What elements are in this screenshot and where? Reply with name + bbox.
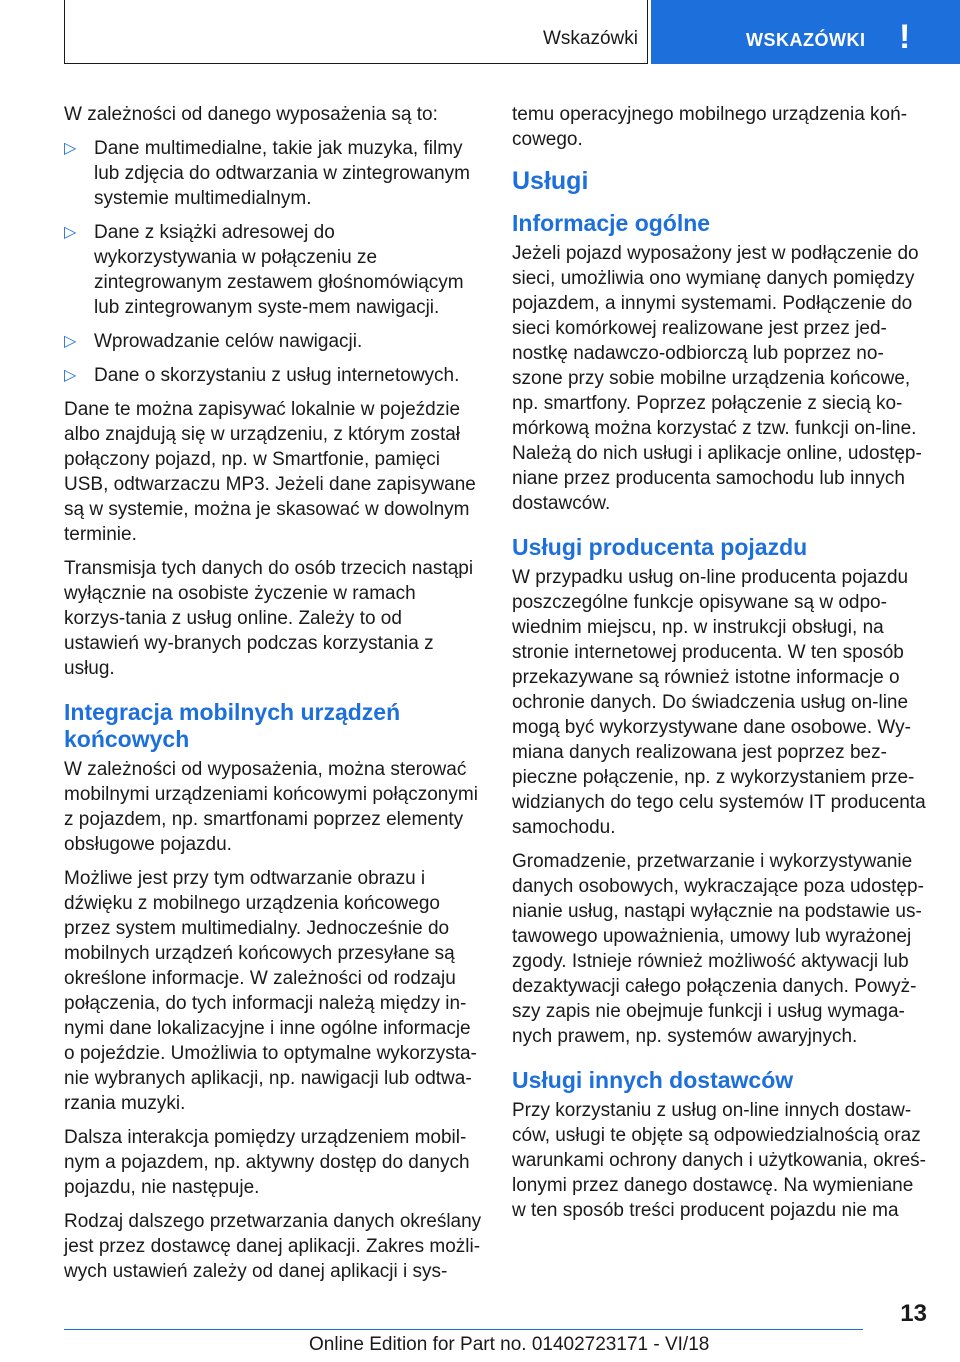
list-item-text: Dane z książki adresowej do wykorzystywania w połączeniu ze zintegrowanym zestawem głośnomówiącym lub zintegrowanym syste-mem nawigacji. (94, 222, 464, 318)
list-item (64, 329, 482, 354)
paragraph: temu operacyjnego mobilnego urządzenia koń-cowego. (512, 104, 908, 150)
list-item-text: Wprowadzanie celów nawigacji. (94, 331, 363, 352)
left-column (64, 102, 482, 1293)
footer-edition: Online Edition for Part no. 01402723171 - VI/18 (309, 1334, 710, 1355)
exclamation-icon: ! (899, 18, 911, 56)
paragraph: Transmisja tych danych do osób trzecich nastąpi wyłącznie na osobiste życzenie w ramach korzys-tania z usług online. Zależy to od ustawień wy-branych podczas korzystania z usług. (64, 558, 474, 679)
page-number: 13 (900, 1300, 927, 1327)
paragraph: W zależności od danego wyposażenia są to: (64, 104, 438, 125)
paragraph: W przypadku usług on-line producenta pojazdu poszczególne funkcje opisywane są w odpo-wiednim miejscu, np. w instrukcji obsługi, na stronie internetowej producenta. W ten sposób przekazywane są również istotne informacje o ochronie danych. Do świadczenia usług on-line mogą być wykorzystywane dane osobowe. Wy-miana danych realizowana jest poprzez bez-pieczne połączenie, np. z wykorzystaniem prze-widzianych do tego celu systemów IT producenta samochodu. (512, 567, 926, 838)
paragraph: Dalsza interakcja pomiędzy urządzeniem mobil-nym a pojazdem, np. aktywny dostęp do danych pojazdu, nie następuje. (64, 1127, 470, 1198)
paragraph: Przy korzystaniu z usług on-line innych dostaw-ców, usługi te objęte są odpowiedzialnością oraz warunkami ochrony danych i użytkowania, okreś-lonymi przez danego dostawcę. Na wymieniane w ten sposób treści producent pojazdu nie ma (512, 1100, 926, 1221)
paragraph: W zależności od wyposażenia, można sterować mobilnymi urządzeniami końcowymi połączonymi z pojazdem, np. smartfonami poprzez elementy obsługowe pojazdu. (64, 759, 478, 855)
chapter-tab (651, 0, 960, 64)
triangle-bullet-icon: ▷ (64, 367, 77, 384)
list-item (64, 136, 482, 211)
list-item (64, 363, 482, 388)
section-heading: Usługi producenta pojazdu (512, 534, 808, 560)
triangle-bullet-icon: ▷ (64, 224, 77, 241)
chapter-heading: Usługi (512, 167, 589, 195)
list-item-text: Dane multimedialne, takie jak muzyka, filmy lub zdjęcia do odtwarzania w zintegrowanym systemie multimedialnym. (94, 138, 470, 209)
right-column (512, 102, 930, 1232)
section-heading: Informacje ogólne (512, 210, 711, 236)
paragraph: Dane te można zapisywać lokalnie w pojeździe albo znajdują się w urządzeniu, z którym został połączony pojazd, np. w Smartfonie, pamięci USB, odtwarzaczu MP3. Jeżeli dane zapisywane są w systemie, można je skasować w dowolnym terminie. (64, 399, 476, 545)
chapter-tab-label: WSKAZÓWKI (746, 30, 866, 50)
paragraph: Rodzaj dalszego przetwarzania danych określany jest przez dostawcę danej aplikacji. Zakres możli-wych ustawień zależy od danej aplikacji i sys- (64, 1211, 482, 1282)
triangle-bullet-icon: ▷ (64, 140, 77, 157)
paragraph: Jeżeli pojazd wyposażony jest w podłączenie do sieci, umożliwia ono wymianę danych pomiędzy pojazdem, a innymi systemami. Podłączenie do sieci komórkowej realizowane jest przez jed-nostkę nadawczo-odbiorczą lub poprzez no-szone przy sobie mobilne urządzenia końcowe, np. smartfony. Poprzez połączenie z siecią ko-mórkową można korzystać z tzw. funkcji on-line. Należą do nich usługi i aplikacje online, udostęp-niane przez producenta samochodu lub innych dostawców. (512, 243, 922, 514)
list-item (64, 220, 482, 320)
triangle-bullet-icon: ▷ (64, 333, 77, 350)
footer-divider (64, 1329, 863, 1330)
list-item-text: Dane o skorzystaniu z usług internetowych. (94, 365, 460, 386)
section-heading: Usługi innych dostawców (512, 1067, 794, 1093)
paragraph: Możliwe jest przy tym odtwarzanie obrazu i dźwięku z mobilnego urządzenia końcowego przez system multimedialny. Jednocześnie do mobilnych urządzeń końcowych przesyłane są określone informacje. W zależności od rodzaju połączenia, do tych informacji należą między in-nymi dane lokalizacyjne i inne ogólne informacje o pojeździe. Umożliwia to optymalne wykorzysta-nie wybranych aplikacji, np. nawigacji lub odtwa-rzania muzyki. (64, 868, 477, 1114)
section-heading: Integracja mobilnych urządzeń końcowych (64, 699, 401, 752)
header-section-title: Wskazówki (542, 28, 638, 49)
paragraph: Gromadzenie, przetwarzanie i wykorzystywanie danych osobowych, wykraczające poza udostęp-nianie usług, nastąpi wyłącznie na podstawie us-tawowego upoważnienia, umowy lub wyrażonej zgody. Istnieje również możliwość aktywacji lub dezaktywacji całego połączenia danych. Powyż-szy zapis nie obejmuje funkcji i usług wymaga-nych prawem, np. systemów awaryjnych. (512, 851, 924, 1047)
